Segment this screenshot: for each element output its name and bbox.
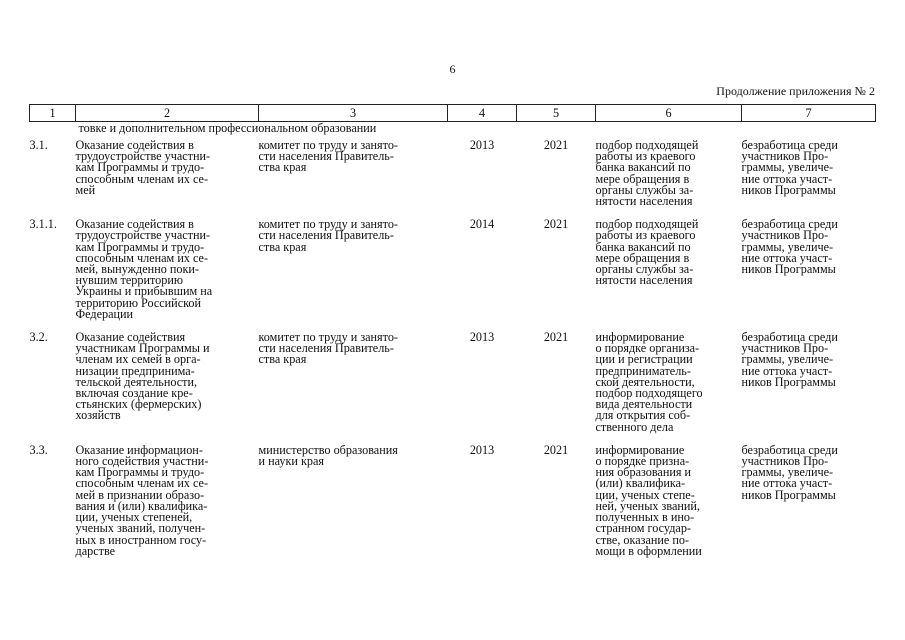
result-cell: подбор подходящей работы из краевого банка вакансий по мере обращения в органы службы за- нятости населения — [595, 217, 699, 288]
column-header-3: 3 — [259, 105, 448, 122]
column-header-7: 7 — [742, 105, 876, 122]
table-row — [30, 445, 876, 557]
start-year-cell: 2013 — [469, 330, 495, 345]
table-row — [30, 332, 876, 445]
executor-cell: министерство образования и науки края — [258, 442, 398, 469]
row-number: 3.3. — [29, 442, 48, 457]
end-year-cell: 2021 — [543, 138, 569, 152]
end-year-cell: 2021 — [543, 330, 569, 345]
event-cell: Оказание содействия в трудоустройстве участни- кам Программы и трудо- способным членам их се- мей, вынужденно поки- нувшим территорию Украины и прибывшим на территорию Российской Федерации — [75, 217, 213, 321]
start-year-cell: 2013 — [469, 138, 495, 152]
table-header-row — [30, 105, 876, 122]
column-header-1: 1 — [30, 105, 76, 122]
table-row — [30, 219, 876, 332]
result-cell: информирование о порядке призна- ния образования и (или) квалифика- ции, ученых степе- ней, ученых званий, полученных в ино- странном государ- стве, оказание по- мощи в оформлении — [595, 442, 702, 558]
end-year-cell: 2021 — [543, 442, 569, 457]
table-row — [30, 140, 876, 219]
row-number: 3.1.1. — [29, 217, 57, 232]
start-year-cell: 2013 — [469, 442, 495, 457]
effect-cell: безработица среди участников Про- граммы, увеличе- ние оттока участ- ников Программы — [741, 330, 838, 389]
row-number: 3.1. — [29, 138, 48, 152]
program-measures-table — [29, 104, 876, 557]
event-cell: Оказание информацион- ного содействия участни- кам Программы и трудо- способным членам их се- мей в признании образо- вания и (или) квалифика- ции, ученых степеней, ученых званий, получен- ных в иностранном госу- дарстве — [75, 442, 209, 558]
start-year-cell: 2014 — [469, 217, 495, 232]
effect-cell: безработица среди участников Про- граммы, увеличе- ние оттока участ- ников Программы — [741, 138, 838, 197]
executor-cell: комитет по труду и занято- сти населения Правитель- ства края — [258, 330, 398, 367]
end-year-cell: 2021 — [543, 217, 569, 232]
result-cell: подбор подходящей работы из краевого банка вакансий по мере обращения в органы службы за- нятости населения — [595, 138, 699, 209]
executor-cell: комитет по труду и занято- сти населения Правитель- ства края — [258, 138, 398, 175]
effect-cell: безработица среди участников Про- граммы, увеличе- ние оттока участ- ников Программы — [741, 442, 838, 502]
column-header-2: 2 — [76, 105, 259, 122]
appendix-continuation-label: Продолжение приложения № 2 — [716, 84, 875, 98]
event-cell: Оказание содействия в трудоустройстве участни- кам Программы и трудо- способным членам их се- мей — [75, 138, 211, 197]
column-header-6: 6 — [596, 105, 742, 122]
column-header-5: 5 — [517, 105, 596, 122]
executor-cell: комитет по труду и занято- сти населения Правитель- ства края — [258, 217, 398, 254]
effect-cell: безработица среди участников Про- граммы, увеличе- ние оттока участ- ников Программы — [741, 217, 838, 277]
column-header-4: 4 — [448, 105, 517, 122]
row-number: 3.2. — [29, 330, 48, 345]
event-cell: Оказание содействия участникам Программы и членам их семей в орга- низации предпринима- тельской деятельности, включая создание кре- стьянских (фермерских) хозяйств — [75, 330, 210, 423]
continuation-text: товке и дополнительном профессиональном образовании — [78, 121, 377, 135]
result-cell: информирование о порядке организа- ции и регистрации предприниматель- ской деятельности, подбор подходящего вида деятельности для открытия соб- ственного дела — [595, 330, 703, 434]
page-number: 6 — [449, 62, 456, 76]
